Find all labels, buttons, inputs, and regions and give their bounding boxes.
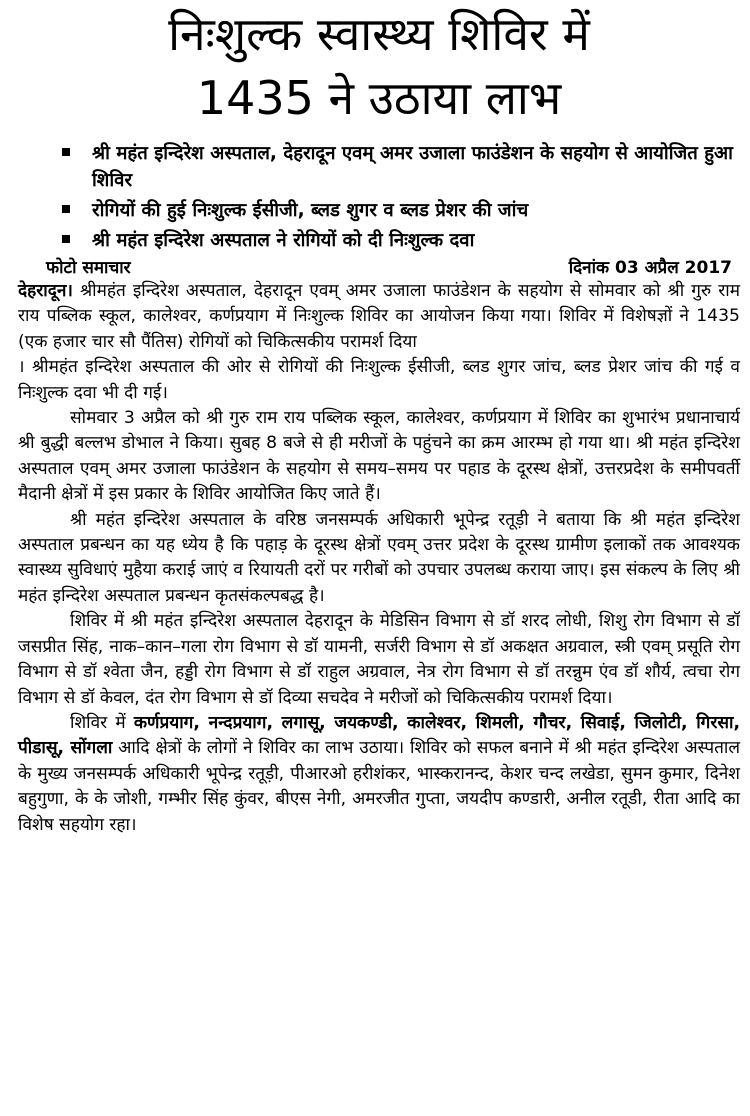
article-paragraph bbox=[18, 711, 740, 838]
photo-news-label: फोटो समाचार bbox=[46, 258, 131, 278]
article-paragraph: शिविर में श्री महंत इन्दिरेश अस्पताल देहरादून के मेडिसिन विभाग से डॉ शरद लोधी, शिशु रोग विभाग से डॉ जसप्रीत सिंह, नाक–कान–गला रोग विभाग से डॉ यामनी, सर्जरी विभाग से डॉ अकक्षत अग्रवाल, स्त्री एवम् प्रसूति रोग विभाग से डॉ श्वेता जैन, हड्डी रोग विभाग से डॉ राहुल अग्रवाल, नेत्र रोग विभाग से डॉ तरन्नुम एंव डॉ शौर्य, त्वचा रोग विभाग से डॉ केवल, दंत रोग विभाग से डॉ दिव्या सचदेव ने मरीजों को चिकित्सकीय परामर्श दिया। bbox=[18, 611, 740, 708]
square-bullet-icon bbox=[62, 148, 70, 156]
highlight-item bbox=[62, 140, 740, 194]
article-paragraph: श्री महंत इन्दिरेश अस्पताल के वरिष्ठ जनसम्पर्क अधिकारी भूपेन्द्र रतूड़ी ने बताया कि श्री महंत इन्दिरेश अस्पताल प्रबन्धन का यह ध्येय है कि पहाड़ के दूरस्थ क्षेत्रों एवम् उत्तर प्रदेश के दूरस्थ ग्रामीण इलाकों तक आवश्यक स्वास्थ्य सुविधाएं मुहैया कराई जाएं व रियायती दरों पर गरीबों को उपचार उपलब्ध कराया जाए। इस संकल्प के लिए श्री महंत इन्दिरेश अस्पताल प्रबन्धन कृतसंकल्पबद्ध है। bbox=[18, 509, 740, 606]
highlights-list bbox=[18, 140, 740, 254]
square-bullet-icon bbox=[62, 235, 70, 243]
places-list: कर्णप्रयाग, नन्दप्रयाग, लगासू, जयकण्डी, कालेश्वर, शिमली, गौचर, सिवाई, जिलोटी, गिरसा, पीडासू, सोंगला bbox=[18, 712, 740, 759]
highlight-item bbox=[62, 227, 740, 254]
paragraph-text: श्रीमहंत इन्दिरेश अस्पताल, देहरादून एवम् अमर उजाला फाउंडेशन के सहयोग से सोमवार को श्री गुरु राम राय पब्लिक स्कूल, कालेश्वर, कर्णप्रयाग में निःशुल्क शिविर का आयोजन किया गया। शिविर में विशेषज्ञों ने 1435 (एक हजार चार सौ पैंतिस) रोगियों को चिकित्सकीय परामर्श दिया bbox=[18, 281, 740, 352]
paragraph-text: आदि क्षेत्रों के लोगों ने शिविर का लाभ उठाया। शिविर को सफल बनाने में श्री महंत इन्दिरेश अस्पताल के मुख्य जनसम्पर्क अधिकारी भूपेन्द्र रतूड़ी, पीआरओ हरीशंकर, भास्करानन्द, केशर चन्द लखेडा, सुमन कुमार, दिनेश बहुगुणा, के के जोशी, गम्भीर सिंह कुंवर, बीएस नेगी, अमरजीत गुप्ता, जयदीप कण्डारी, अनील रतूडी, रीता आदि का विशेष सहयोग रहा। bbox=[18, 738, 740, 835]
article-body bbox=[18, 279, 740, 838]
paragraph-text: शिविर में bbox=[70, 712, 134, 733]
article-paragraph: । श्रीमहंत इन्दिरेश अस्पताल की ओर से रोगियों की निःशुल्क ईसीजी, ब्लड शुगर जांच, ब्लड प्रेशर जांच की गई व निःशुल्क दवा भी दी गई। bbox=[18, 357, 740, 403]
highlight-text: श्री महंत इन्दिरेश अस्पताल, देहरादून एवम् अमर उजाला फाउंडेशन के सहयोग से आयोजित हुआ शिविर bbox=[92, 143, 733, 191]
headline-line-1: निःशुल्क स्वास्थ्य शिविर में bbox=[168, 7, 590, 61]
dateline: देहरादून। bbox=[18, 281, 73, 301]
meta-row bbox=[18, 257, 740, 279]
highlight-text: श्री महंत इन्दिरेश अस्पताल ने रोगियों को दी निःशुल्क दवा bbox=[92, 230, 475, 251]
date-label: दिनांक 03 अप्रैल 2017 bbox=[568, 258, 732, 278]
highlight-item bbox=[62, 197, 740, 224]
article-paragraph: सोमवार 3 अप्रैल को श्री गुरु राम राय पब्लिक स्कूल, कालेश्वर, कर्णप्रयाग में शिविर का शुभारंभ प्रधानाचार्य श्री बुद्धी बल्लभ डोभाल ने किया। सुबह 8 बजे से ही मरीजों के पहुंचने का क्रम आरम्भ हो गया था। श्री महंत इन्दिरेश अस्पताल एवम् अमर उजाला फाउंडेशन के सहयोग से समय–समय पर पहाड के दूरस्थ क्षेत्रों, उत्तरप्रदेश के समीपवर्ती मैदानी क्षेत्रों में इस प्रकार के शिविर आयोजित किए जाते हैं। bbox=[18, 408, 740, 505]
article-paragraph bbox=[18, 279, 740, 355]
highlight-text: रोगियों की हुई निःशुल्क ईसीजी, ब्लड शुगर व ब्लड प्रेशर की जांच bbox=[92, 200, 529, 221]
square-bullet-icon bbox=[62, 205, 70, 213]
headline-line-2: 1435 ने उठाया लाभ bbox=[196, 71, 562, 125]
headline bbox=[18, 0, 740, 130]
